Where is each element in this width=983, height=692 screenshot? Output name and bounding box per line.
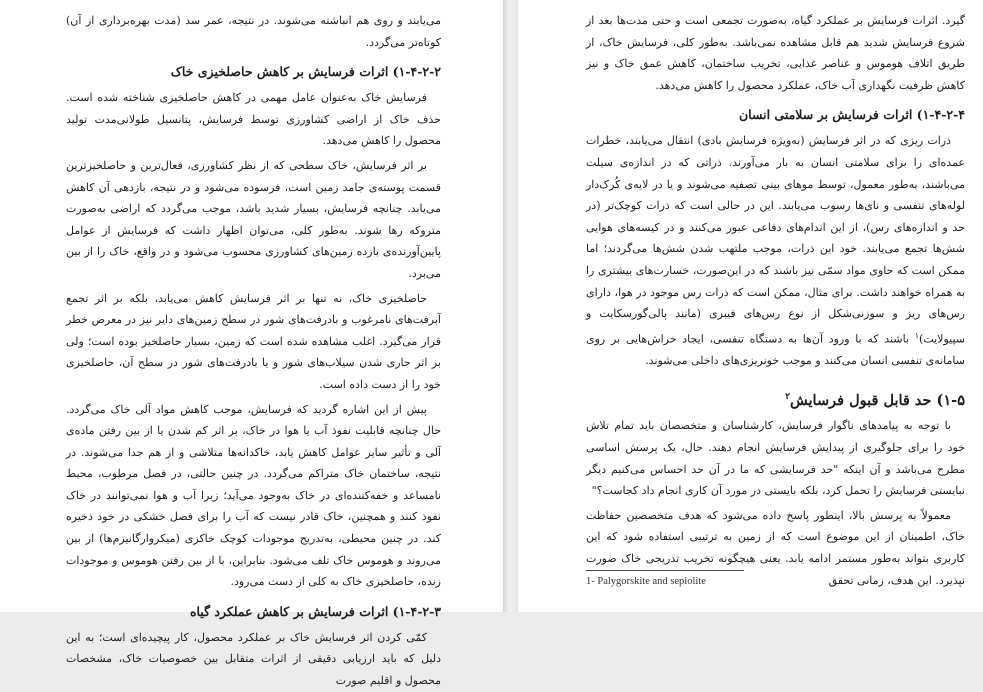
section-heading: ۱-۴-۲-۲) اثرات فرسایش بر کاهش حاصلخیزی خاک	[170, 64, 441, 80]
chapter-heading-text: ۱-۵) حد قابل قبول فرسایش	[790, 391, 965, 409]
section-heading: ۱-۴-۲-۳) اثرات فرسایش بر کاهش عملکرد گیاه	[189, 603, 441, 619]
right-page-text	[586, 10, 965, 591]
paragraph: بر اثر فرسایش، خاک سطحی که از نظر کشاورزی، فعال‌ترین و حاصلخیزترین قسمت پوسته‌ی جامد زمین است، فرسوده می‌شود و در نتیجه، بازدهی آن کاهش می‌یابد. چنانچه فرسایش، بسیار شدید باشد، موجب می‌گردد که اراضی به‌صورت متروکه رها شوند. به‌طور کلی، می‌توان اظهار داشت که فرسایش از عوامل پایین‌آورنده‌ی بازده زمین‌های کشاورزی محسوب می‌شود و در واقع، خاک را از بین می‌برد.	[66, 158, 441, 280]
paragraph: حاصلخیزی خاک، نه تنها بر اثر فرسایش کاهش می‌یابد، بلکه بر اثر تجمع آبرفت‌های نامرغوب و بادرفت‌های شور در سطح زمین‌های دایر نیز در معرض خطر قرار می‌گیرد. اغلب مشاهده شده است که زمین، بسیار حاصلخیز بوده است؛ ولی بر اثر جاری شدن سیلاب‌های شور و یا بادرفت‌های شور در سطح آن، حاصلخیزی خود را از دست داده است.	[66, 291, 441, 391]
paragraph	[586, 130, 965, 371]
paragraph: معمولاً به پرسش بالا، اینطور پاسخ داده می‌شود که هدف متخصصین حفاظت خاک، اطمینان از این موضوع است که از زمین به ترتیبی استفاده شود که این کاربری بتواند به‌طور مستمر ادامه یابد. یعنی هیچگونه تخریب تدریجی خاک صورت نپذیرد. این هدف، زمانی تحقق	[586, 508, 965, 587]
paragraph-text: باشند که با ورود آن‌ها به دستگاه تنفسی، ایجاد خراش‌هایی بر روی سامانه‌ی تنفسی انسان می‌کنند و موجب خونریزی‌های داخلی می‌شوند.	[586, 332, 965, 367]
paragraph-text: ذرات ریزی که در اثر فرسایش (به‌ویژه فرسایش بادی) انتقال می‌یابند، خطرات عمده‌ای را برای سلامتی انسان به بار می‌آورند. ذراتی که در اندازه‌ی سیلت می‌باشند، به‌طور معمول، توسط موهای بینی تصفیه می‌شوند و یا در لایه‌ی کُرک‌دار لوله‌های تنفسی و نای‌ها رسوب می‌یابند. این در حالی است که ذرات کوچک‌تر (در حد و اندازه‌های رس)، از این اندام‌های دفاعی عبور می‌کنند و در کیسه‌های هوایی شش‌ها تجمع می‌یابند. خود این ذرات، موجب ملتهب شدن شش‌ها می‌گردند؛ اما ممکن است که حاوی مواد سمّی نیز باشند که در این‌صورت، خسارت‌های بیشتری را به همراه خواهند داشت. برای مثال، ممکن است که ذرات رس موجود در هوا، دارای رس‌های ریز و سوزنی‌شکل از نوع رس‌های فیبری (مانند پالی‌گورسکایت و سپیولایت)	[586, 134, 965, 346]
chapter-heading	[586, 386, 965, 412]
right-page	[518, 0, 983, 612]
footnote-divider	[586, 570, 744, 571]
paragraph: پیش از این اشاره گردید که فرسایش، موجب کاهش مواد آلی خاک می‌گردد. حال چنانچه قابلیت نفوذ آب یا هوا در خاک، بر اثر کم شدن یا از بین رفتن ماده‌ی آلی و تأثیر سایر عوامل کاهش یابد، خاکدانه‌ها متلاشی و از هم جدا می‌شوند. در نتیجه، ساختمان خاک متراکم می‌گردد. در چنین حالتی، در فصل مرطوب، محیط نامساعد و خفه‌کننده‌ای در خاک به‌وجود می‌آید؛ زیرا آب و هوا نمی‌توانند در خاک نفوذ کنند و همچنین، خاک قادر نیست که آب را برای فصل خشکی در خود ذخیره کند. در چنین محیطی، به‌تدریج موجودات کوچک خاکزی (میکروارگانیزم‌ها) از بین می‌روند و هوموس خاک تلف می‌شود. بنابراین، با از بین رفتن هوموس و موجودات زنده، حاصلخیزی خاک به کلی از دست می‌رود.	[66, 402, 441, 589]
footnote-reference: ۱	[914, 330, 920, 340]
page-gutter	[503, 0, 518, 612]
left-page-text	[66, 10, 441, 692]
paragraph: کمّی کردن اثر فرسایش خاک بر عملکرد محصول، کار پیچیده‌ای است؛ به این دلیل که باید ارزیابی دقیقی از اثرات متقابل بین خصوصیات خاک، مشخصات محصول و اقلیم صورت	[66, 630, 441, 688]
section-heading: ۱-۴-۲-۴) اثرات فرسایش بر سلامتی انسان	[738, 107, 965, 123]
paragraph: با توجه به پیامدهای ناگوار فرسایش، کارشناسان و متخصصان باید تمام تلاش خود را برای جلوگیری از پیدایش فرسایش انجام دهند. حال، یک پرسش اساسی مطرح می‌باشد و آن اینکه "حد فرسایشی که ما در آن حد احساس می‌کنیم دیگر نبایستی فرسایش را تحمل کرد، بلکه بایستی در مورد آن کاری انجام داد کجاست؟"	[586, 419, 965, 498]
footnote: 1- Palygorskite and sepiolite	[586, 576, 706, 587]
footnote-reference: ۲	[785, 391, 791, 402]
paragraph: می‌یابند و روی هم انباشته می‌شوند. در نتیجه، عمر سد (مدت بهره‌برداری از آن) کوتاه‌تر می‌گردد.	[66, 14, 441, 49]
paragraph: گیرد. اثرات فرسایش بر عملکرد گیاه، به‌صورت تجمعی است و حتی مدت‌ها بعد از شروع فرسایش شدید هم قابل مشاهده نمی‌باشد. به‌طور کلی، فرسایش خاک، از طریق اتلاف هوموس و عناصر غذایی، تخریب ساختمان، کاهش عمق خاک و نیز کاهش ظرفیت نگهداری آب خاک، عملکرد محصول را کاهش می‌دهد.	[586, 14, 965, 92]
paragraph: فرسایش خاک به‌عنوان عامل مهمی در کاهش حاصلخیزی شناخته شده است. حذف خاک از اراضی کشاورزی توسط فرسایش، پتانسیل طولانی‌مدت تولید محصول را کاهش می‌دهد.	[66, 91, 441, 148]
